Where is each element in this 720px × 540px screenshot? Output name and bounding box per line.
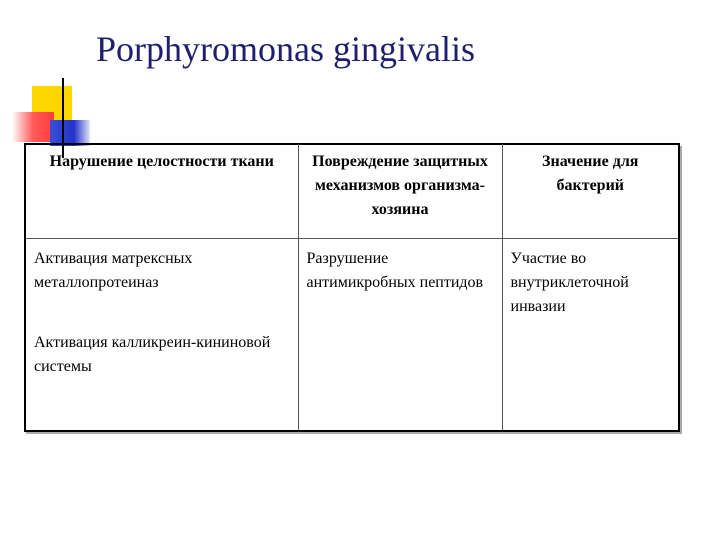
list-item: Участие во внутриклеточной инвазии [510, 249, 629, 315]
header-host-defense-damage: Повреждение защитных механизмов организма-хозяина [298, 144, 502, 238]
header-bacteria-significance: Значение для бактерий [502, 144, 678, 238]
table-header-row [26, 144, 678, 238]
content-table-container [24, 144, 680, 432]
content-table [26, 144, 678, 430]
cell-bacteria-significance [502, 238, 678, 430]
header-tissue-damage: Нарушение целостности ткани [26, 144, 298, 238]
slide-title: Porphyromonas gingivalis [96, 29, 475, 69]
list-item: Активация калликреин-кининовой системы [34, 333, 271, 375]
decor-red-square [12, 112, 54, 142]
list-item: Разрушение антимикробных пептидов [306, 249, 484, 291]
cell-tissue-damage [26, 238, 298, 430]
cell-host-defense-damage [298, 238, 502, 430]
list-item: Активация матрексных металлопротеиназ [34, 249, 193, 291]
table-row [26, 238, 678, 430]
